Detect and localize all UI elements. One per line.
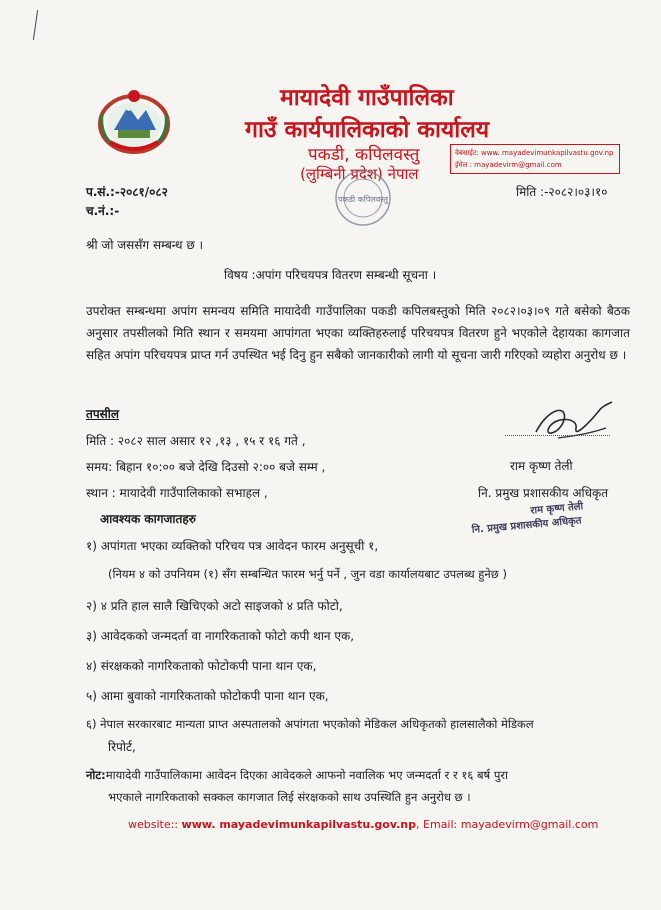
contact-box <box>450 144 620 174</box>
signatory-stamp-name: राम कृष्ण तेली <box>530 501 584 517</box>
signatory-name: राम कृष्ण तेली <box>510 459 573 473</box>
signatory-designation: नि. प्रमुख प्रशासकीय अधिकृत <box>478 486 609 500</box>
document-item-2: २) ४ प्रति हाल सालै खिचिएको अटो साइजको ४ प्रति फोटो, <box>86 599 343 613</box>
document-item-3: ३) आवेदकको जन्मदर्ता वा नागरिकताको फोटो कपी थान एक, <box>86 629 355 643</box>
details-place: स्थान : मायादेवी गाउँपालिकाको सभाहल , <box>86 486 268 500</box>
letterhead-title: मायादेवी गाउँपालिका <box>280 85 454 111</box>
note-line-2: भएकाले नागरिकताको सक्कल कागजात लिई संरक्षकको साथ उपस्थिति हुन अनुरोध छ । <box>108 790 471 804</box>
letterhead-address: पकडी, कपिलवस्तु <box>308 145 420 165</box>
document-item-5: ५) आमा बुवाको नागरिकताको फोटोकपी पाना थान एक, <box>86 689 329 703</box>
note-label: नोट: <box>86 768 106 782</box>
reference-number: प.सं.:-२०८१/०८२ <box>86 185 168 199</box>
pen-mark <box>33 10 38 40</box>
salutation: श्री जो जससँग सम्बन्ध छ । <box>86 238 204 252</box>
details-heading: तपसील <box>86 407 120 421</box>
contact-website: वेबसाईट: www. mayadevimunkapilvastu.gov.np <box>455 149 614 157</box>
document-item-4: ४) संरक्षकको नागरिकताको फोटोकपी पाना थान एक, <box>86 659 317 673</box>
subject-line: विषय :अपांग परिचयपत्र वितरण सम्बन्धी सूचना । <box>224 268 437 282</box>
footer-contact <box>128 818 598 831</box>
details-date: मिति : २०८२ साल असार १२ ,१३ , १५ र १६ गते , <box>86 434 306 448</box>
footer-website-label: website:: <box>128 818 182 831</box>
signatory-stamp-designation: नि. प्रमुख प्रशासकीय अधिकृत <box>471 515 582 536</box>
details-time: समय: बिहान १०:०० बजे देखि दिउसो २:०० बजे सम्म , <box>86 460 326 474</box>
document-item-6: ६) नेपाल सरकारबाट मान्यता प्राप्त अस्पतालको अपांगता भएकोको मेडिकल अधिकृतको हालसालैको मेडिकल <box>86 717 534 731</box>
signatory-stamp <box>470 498 585 536</box>
signature-line <box>505 434 610 436</box>
handwritten-signature-icon <box>528 398 618 446</box>
dispatch-number: च.नं.:- <box>86 204 120 218</box>
body-paragraph: उपरोक्त सम्बन्धमा अपांग समन्वय समिति मायादेवी गाउँपालिका पकडी कपिलबस्तुको मिति २०८२।०३।०९ गते बसेको बैठक अनुसार तपसीलको मिति स्थान र समयमा आपांगता भएका व्यक्तिहरुलाई परिचयपत्र वितरण हुने भएकोले देहायका कागजात सहित अपांग परिचयपत्र प्राप्त गर्न उपस्थित भई दिनु हुन सबैको जानकारीको लागी यो सूचना जारी गरिएको व्यहोरा अनुरोध छ । <box>86 304 630 362</box>
document-item-1-note: (नियम ४ को उपनियम (१) सँग सम्बन्धित फारम भर्नु पर्ने , जुन वडा कार्यालयबाट उपलब्ध हुनेछ ) <box>108 567 508 581</box>
note-text-1: मायादेवी गाउँपालिकामा आवेदन दिएका आवेदकले आफनो नवालिक भए जन्मदर्ता र र १६ बर्ष पुरा <box>105 768 509 782</box>
nepal-emblem-icon <box>96 84 172 156</box>
contact-email: ईमेल : mayadevirm@gmail.com <box>455 161 562 169</box>
stamp-text: पकडी कपिलवस्तु <box>338 195 388 204</box>
documents-heading: आवश्यक कागजातहरु <box>100 512 196 526</box>
footer-website-link[interactable]: www. mayadevimunkapilvastu.gov.np <box>181 818 417 831</box>
letterhead-province: (लुम्बिनी प्रदेश) नेपाल <box>300 165 419 183</box>
document-item-1: १) अपांगता भएका व्यक्तिको परिचय पत्र आवेदन फारम अनुसूची १, <box>86 539 379 553</box>
footer-email-link[interactable]: mayadevirm@gmail.com <box>460 818 599 831</box>
letterhead-office: गाउँ कार्यपालिकाको कार्यालय <box>245 117 490 143</box>
document-item-6-cont: रिपोर्ट, <box>108 740 136 754</box>
note-line-1 <box>86 768 508 783</box>
footer-email-label: , Email: <box>416 818 461 831</box>
office-round-stamp-icon <box>318 168 408 228</box>
letter-date: मिति :-२०८२।०३।१० <box>516 185 608 199</box>
